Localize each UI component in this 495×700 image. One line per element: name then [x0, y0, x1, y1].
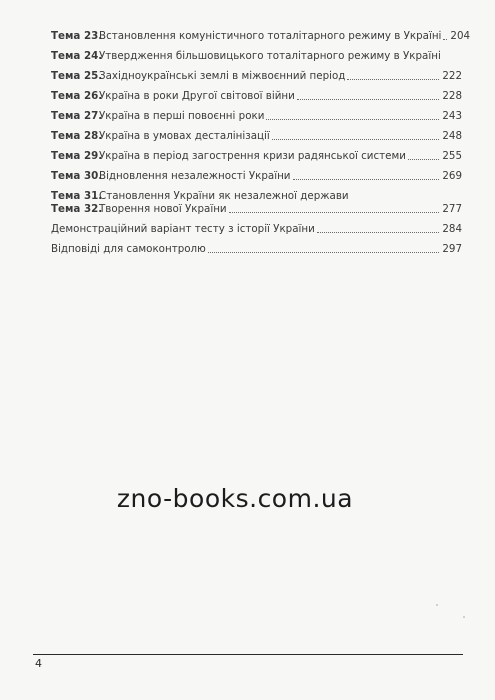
toc-title: Україна в умовах десталінізації	[99, 130, 270, 142]
toc-page-number: 277	[442, 203, 462, 215]
toc-page-number: 297	[442, 243, 462, 255]
toc-page-number: 284	[442, 223, 462, 235]
toc-topic-label: Тема 26.	[51, 90, 103, 102]
toc-topic-label: Тема 23.	[51, 30, 103, 42]
paper-speck	[436, 604, 438, 606]
toc-title: Україна в період загострення кризи радянської системи	[99, 150, 406, 162]
dot-leader	[297, 98, 440, 100]
toc-title: Відновлення незалежності України	[99, 170, 291, 182]
toc-entry-30[interactable]	[51, 170, 462, 183]
toc-entry-28[interactable]	[51, 130, 462, 143]
toc-page-number: 222	[442, 70, 462, 82]
toc-title: Україна в роки Другої світової війни	[99, 90, 295, 102]
dot-leader	[266, 118, 439, 120]
dot-leader	[347, 78, 439, 80]
toc-title: Утвердження більшовицького тоталітарного режиму в Україні	[99, 50, 441, 62]
toc-topic-label: Тема 27.	[51, 110, 103, 122]
dot-leader	[408, 158, 439, 160]
toc-topic-label: Тема 24.	[51, 50, 103, 62]
toc-entry-23[interactable]	[51, 30, 471, 43]
toc-entry-32[interactable]	[51, 203, 462, 216]
footer-rule	[33, 654, 463, 655]
toc-topic-label: Тема 30.	[51, 170, 103, 182]
toc-title: Відповіді для самоконтролю	[51, 243, 206, 255]
toc-entry-26[interactable]	[51, 90, 462, 103]
toc-title: Західноукраїнські землі в міжвоєнний період	[99, 70, 346, 82]
toc-entry-answers[interactable]	[51, 243, 462, 256]
toc-title: Встановлення комуністичного тоталітарного режиму в Україні	[99, 30, 442, 42]
watermark-text: zno-books.com.ua	[116, 484, 354, 513]
toc-page-number: 204	[450, 30, 471, 42]
page-number: 4	[35, 657, 42, 670]
toc-page-number: 269	[442, 170, 462, 182]
toc-page-number: 248	[442, 130, 462, 142]
dot-leader	[317, 231, 440, 233]
toc-topic-label: Тема 28.	[51, 130, 103, 142]
toc-topic-label: Тема 31.	[51, 190, 103, 202]
toc-entry-31[interactable]	[51, 190, 462, 203]
toc-entry-25[interactable]	[51, 70, 462, 83]
toc-page-number: 255	[442, 150, 462, 162]
toc-entry-demo-test[interactable]	[51, 223, 462, 236]
dot-leader	[443, 38, 447, 40]
toc-topic-label: Тема 32.	[51, 203, 103, 215]
toc-topic-label: Тема 29.	[51, 150, 103, 162]
dot-leader	[229, 211, 440, 213]
toc-title: Становлення України як незалежної держави	[99, 190, 349, 202]
toc-entry-29[interactable]	[51, 150, 462, 163]
toc-title: Творення нової України	[99, 203, 227, 215]
toc-title: Україна в перші повоєнні роки	[99, 110, 265, 122]
dot-leader	[272, 138, 440, 140]
toc-topic-label: Тема 25.	[51, 70, 103, 82]
toc-entry-24[interactable]	[51, 50, 462, 63]
toc-page-number: 243	[442, 110, 462, 122]
dot-leader	[293, 178, 440, 180]
paper-speck	[463, 616, 465, 618]
toc-entry-27[interactable]	[51, 110, 462, 123]
toc-title: Демонстраційний варіант тесту з історії України	[51, 223, 315, 235]
toc-page-number: 228	[442, 90, 462, 102]
dot-leader	[208, 251, 440, 253]
table-of-contents	[51, 30, 471, 255]
